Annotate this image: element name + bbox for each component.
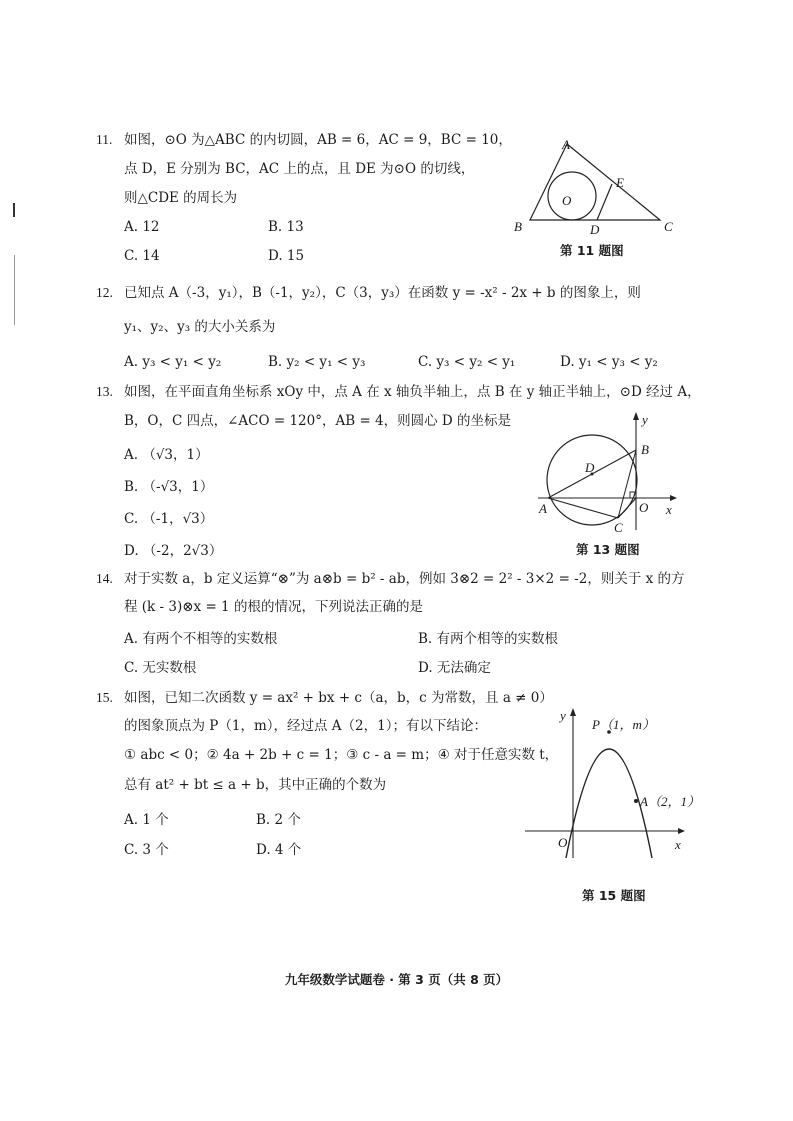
question-text: 如图，⊙O 为△ABC 的内切圆，AB = 6，AC = 9，BC = 10， (124, 132, 512, 148)
option-a: A. y₃ < y₁ < y₂ (124, 354, 222, 370)
page-footer: 九年级数学试题卷 · 第 3 页（共 8 页） (284, 972, 509, 987)
figure-11-triangle-incircle (510, 136, 685, 246)
label-b: B (514, 219, 522, 234)
segment-ac (548, 498, 618, 518)
option-b: B. 2 个 (256, 812, 301, 828)
figure-13-caption: 第 13 题图 (576, 542, 640, 557)
tangent-de (597, 184, 612, 220)
option-c: C. 无实数根 (124, 660, 197, 676)
option-b: B. y₂ < y₁ < y₃ (268, 354, 366, 370)
figure-15-caption: 第 15 题图 (582, 888, 646, 903)
question-text: B，O，C 四点，∠ACO = 120°，AB = 4，则圆心 D 的坐标是 (124, 413, 512, 429)
label-o: O (562, 193, 572, 208)
margin-mark (13, 203, 15, 217)
figure-15-parabola (520, 700, 700, 860)
option-d: D. （-2，2√3） (124, 543, 223, 559)
label-p: P（1，m） (592, 717, 655, 732)
label-d: D (585, 460, 595, 475)
question-number: 14. (96, 571, 113, 586)
label-o: O (639, 500, 649, 515)
option-c: C. 3 个 (124, 842, 169, 858)
question-text: 总有 at² + bt ≤ a + b，其中正确的个数为 (124, 777, 387, 793)
option-a: A. （√3，1） (124, 447, 209, 463)
option-c: C. y₃ < y₂ < y₁ (418, 354, 516, 370)
option-d: D. 15 (268, 248, 305, 264)
option-d: D. 4 个 (256, 842, 302, 858)
incircle-o (548, 172, 596, 220)
option-b: B. （-√3，1） (124, 479, 214, 495)
label-y: y (642, 412, 648, 427)
label-x: x (666, 502, 672, 517)
question-text: 如图，在平面直角坐标系 xOy 中，点 A 在 x 轴负半轴上，点 B 在 y 轴正半轴上，⊙D 经过 A， (124, 384, 701, 400)
question-number: 11. (96, 132, 113, 147)
option-d: D. 无法确定 (418, 660, 491, 676)
option-a: A. 1 个 (124, 812, 169, 828)
question-text: ① abc < 0；② 4a + 2b + c = 1；③ c - a = m；④ 对于任意实数 t， (124, 747, 559, 763)
question-text: 的图象顶点为 P（1，m），经过点 A（2，1）；有以下结论： (124, 718, 487, 734)
label-a: A（2，1） (640, 794, 700, 809)
option-b: B. 13 (268, 219, 304, 235)
figure-13-circle-coordinates (530, 410, 690, 540)
question-number: 15. (96, 690, 113, 705)
question-text: 对于实数 a，b 定义运算“⊗”为 a⊗b = b² - ab，例如 3⊗2 = 2² - 3×2 = -2，则关于 x 的方 (124, 571, 685, 587)
option-a: A. 12 (124, 219, 160, 235)
label-b: B (641, 442, 649, 457)
question-text: 程 (k - 3)⊗x = 1 的根的情况，下列说法正确的是 (124, 599, 423, 615)
y-axis-arrow (633, 412, 639, 420)
margin-mark (14, 255, 15, 325)
label-c: C (614, 520, 623, 535)
option-b: B. 有两个相等的实数根 (418, 631, 559, 647)
question-text: 如图，已知二次函数 y = ax² + bx + c（a，b，c 为常数，且 a ≠ 0） (124, 690, 553, 706)
question-text: 则△CDE 的周长为 (124, 190, 238, 206)
x-axis-arrow (678, 828, 685, 834)
label-a: A (539, 501, 547, 516)
option-d: D. y₁ < y₃ < y₂ (560, 354, 658, 370)
option-a: A. 有两个不相等的实数根 (124, 631, 278, 647)
question-text: 已知点 A（-3，y₁），B（-1，y₂），C（3，y₃）在函数 y = -x² - 2x + b 的图象上，则 (124, 285, 641, 301)
option-c: C. （-1，√3） (124, 511, 214, 527)
question-text: y₁、y₂、y₃ 的大小关系为 (124, 319, 276, 335)
label-e: E (616, 175, 624, 190)
x-axis-arrow (670, 495, 677, 501)
label-o: O (558, 835, 568, 850)
label-a: A (562, 137, 570, 152)
question-text: 点 D，E 分别为 BC，AC 上的点，且 DE 为⊙O 的切线， (124, 161, 475, 177)
label-y: y (560, 708, 566, 723)
question-number: 13. (96, 384, 113, 399)
option-c: C. 14 (124, 248, 160, 264)
triangle-abc (530, 144, 660, 220)
y-axis-arrow (570, 708, 576, 716)
question-number: 12. (96, 285, 113, 300)
point-a (634, 799, 638, 803)
figure-11-caption: 第 11 题图 (560, 243, 624, 258)
label-d: D (590, 222, 600, 237)
label-c: C (664, 219, 673, 234)
label-x: x (675, 837, 681, 852)
